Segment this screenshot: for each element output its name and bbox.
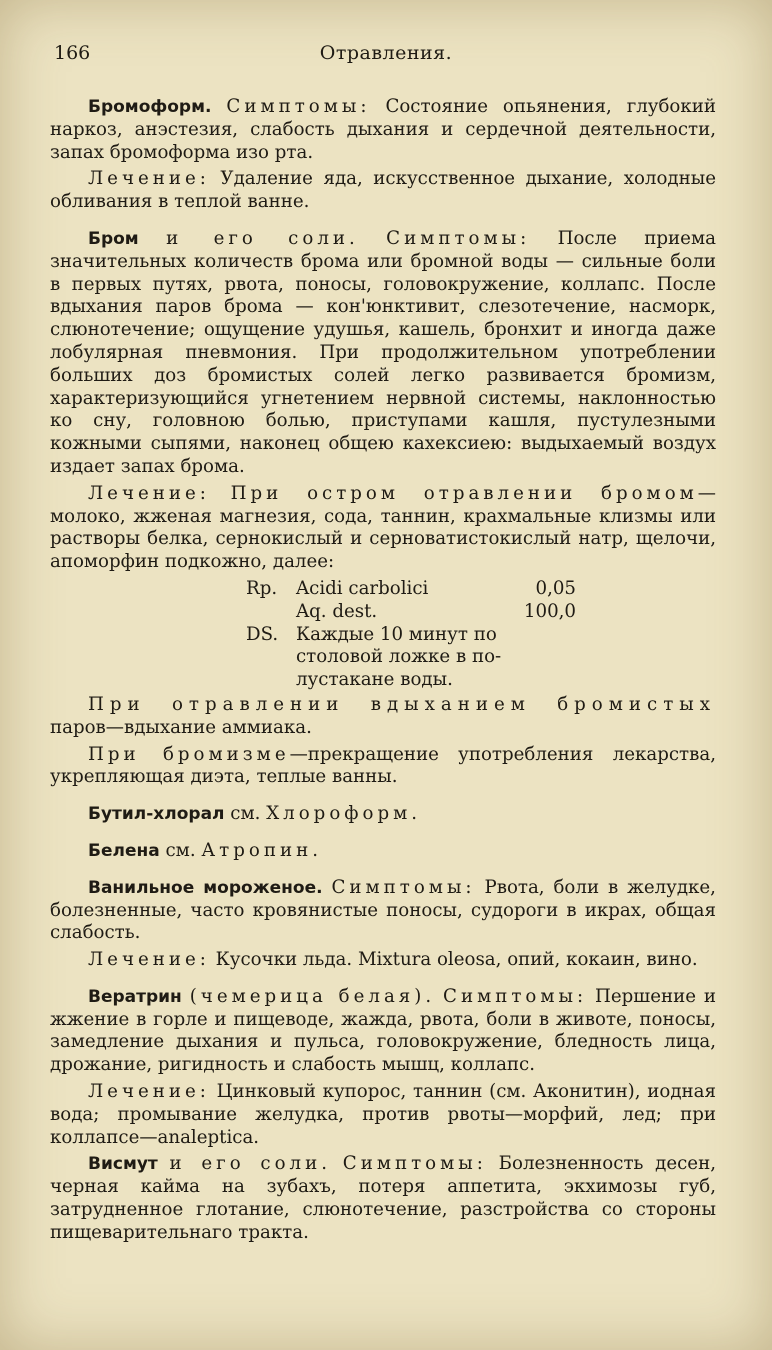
recipe-ds: DS. — [246, 623, 279, 645]
symptoms-label: Симптомы: — [386, 227, 531, 249]
entry-subtitle: (чемерица белая). — [189, 985, 436, 1007]
treatment-label: Лечение: — [88, 949, 210, 971]
vanilla-symptoms — [50, 877, 716, 945]
symptoms-text: Першение и жжение в горле и пищеводе, жажда, рвота, боли в животе, поносы, замедление дыхания и пульса, головокружение, бледность лица, дрожание, ригидность и слабость мышц, коллапс. — [50, 985, 716, 1076]
treatment-label: Лечение: — [88, 482, 210, 504]
veratrin-symptoms — [50, 986, 716, 1077]
treatment-text: — молоко, жженая магнезия, сода, таннин, крахмальные клизмы или растворы белка, сернокислый и серноватистокислый натр, щелочи, апоморфин подкожно, далее: — [50, 482, 716, 573]
symptoms-text: После приема значительных количеств брома или бромной воды — сильные боли в первых путях, рвота, поносы, головокружение, коллапс. После вдыхания паров брома — кон'юнктивит, слезотечение, насморк, слюнотечение; ощущение удушья, кашель, бронхит и иногда даже лобулярная пневмония. При продолжительном употреблении больших доз бромистых солей легко развивается бромизм, характеризующийся угнетением нервной системы, наклонностью ко сну, головною болью, приступами кашля, пустулезными кожными сыпями, наконец общею кахексиею: выдыхаемый воздух издает запах брома. — [50, 227, 716, 477]
entry-title: Бутил-хлорал — [88, 804, 225, 825]
brom-bromism — [50, 744, 716, 790]
veratrin-treatment — [50, 1081, 716, 1149]
butyl-entry — [50, 803, 716, 826]
recipe-directions: Каждые 10 минут по — [296, 623, 497, 645]
see-word: см. — [165, 839, 196, 861]
bromism-lead: При бромизме — [88, 743, 290, 765]
recipe-line — [246, 601, 576, 624]
treatment-label: Лечение: — [88, 168, 210, 190]
entry-title: Висмут — [88, 1154, 158, 1175]
symptoms-label: Симптомы: — [443, 985, 588, 1007]
bromoform-symptoms — [50, 96, 716, 164]
brom-treatment — [50, 483, 716, 574]
recipe-amount: 0,05 — [535, 577, 576, 599]
symptoms-label: Симптомы: — [226, 96, 371, 117]
entry-title: Ванильное мороженое. — [88, 877, 323, 898]
belena-entry — [50, 840, 716, 863]
entry-title: Бромоформ. — [88, 97, 212, 117]
vanilla-treatment — [50, 949, 716, 972]
recipe-directions: лустакане воды. — [296, 669, 453, 691]
cross-reference: Хлороформ. — [266, 803, 422, 825]
recipe-line — [246, 624, 576, 647]
page-number: 166 — [54, 42, 91, 64]
recipe-amount: 100,0 — [523, 600, 576, 622]
symptoms-label: Симптомы: — [342, 1153, 487, 1175]
symptoms-text: Болезненность десен, черная кайма на зубахъ, потеря аппетита, экхимозы губ, затрудненное глотание, слюнотечение, разстройства со стороны пищеварительнаго тракта. — [50, 1153, 716, 1243]
inhalation-text: паров—вдыхание аммиака. — [50, 716, 312, 738]
page-body — [50, 96, 716, 1249]
entry-subtitle: и его соли. — [166, 227, 359, 249]
treatment-text: Удаление яда, искусственное дыхание, холодные обливания в теплой ванне. — [50, 168, 716, 213]
treatment-label: Лечение: — [88, 1081, 210, 1103]
page-header — [50, 42, 722, 72]
recipe-drug: Acidi carbolici — [296, 577, 429, 599]
see-word: см. — [230, 803, 261, 825]
entry-title: Вератрин — [88, 986, 182, 1007]
brom-inhalation — [50, 694, 716, 740]
bromoform-treatment — [50, 168, 716, 214]
recipe-line — [246, 578, 576, 601]
treatment-lead: При остром отравлении бромом — [230, 482, 698, 504]
brom-symptoms — [50, 228, 716, 479]
treatment-text: Цинковый купорос, таннин (см. Аконитин), иодная вода; промывание желудка, против рвоты—морфий, лед; при коллапсе—analeptica. — [50, 1081, 716, 1148]
symptoms-text: Рвота, боли в желудке, болезненные, часто кровянистые поносы, судороги в икрах, общая слабость. — [50, 876, 716, 944]
entry-title: Бром — [88, 228, 139, 249]
recipe-rp: Rp. — [246, 577, 278, 599]
cross-reference: Атропин. — [201, 839, 322, 861]
recipe-directions: столовой ложке в по- — [296, 646, 502, 668]
symptoms-text: Состояние опьянения, глубокий наркоз, анэстезия, слабость дыхания и сердечной деятельности, запах бромоформа изо рта. — [50, 96, 716, 163]
entry-subtitle: и его соли. — [169, 1153, 332, 1175]
bismuth-symptoms — [50, 1153, 716, 1244]
inhalation-lead: При отравлении вдыханием бромистых — [88, 693, 716, 715]
symptoms-label: Симптомы: — [331, 876, 476, 898]
recipe-drug: Aq. dest. — [296, 600, 378, 622]
running-title: Отравления. — [319, 42, 453, 64]
recipe — [246, 578, 576, 692]
bromism-text: —прекращение употребления лекарства, укрепляющая диэта, теплые ванны. — [50, 743, 716, 788]
treatment-text: Кусочки льда. Mixtura oleosa, опий, кокаин, вино. — [215, 949, 698, 971]
entry-title: Белена — [88, 840, 160, 861]
